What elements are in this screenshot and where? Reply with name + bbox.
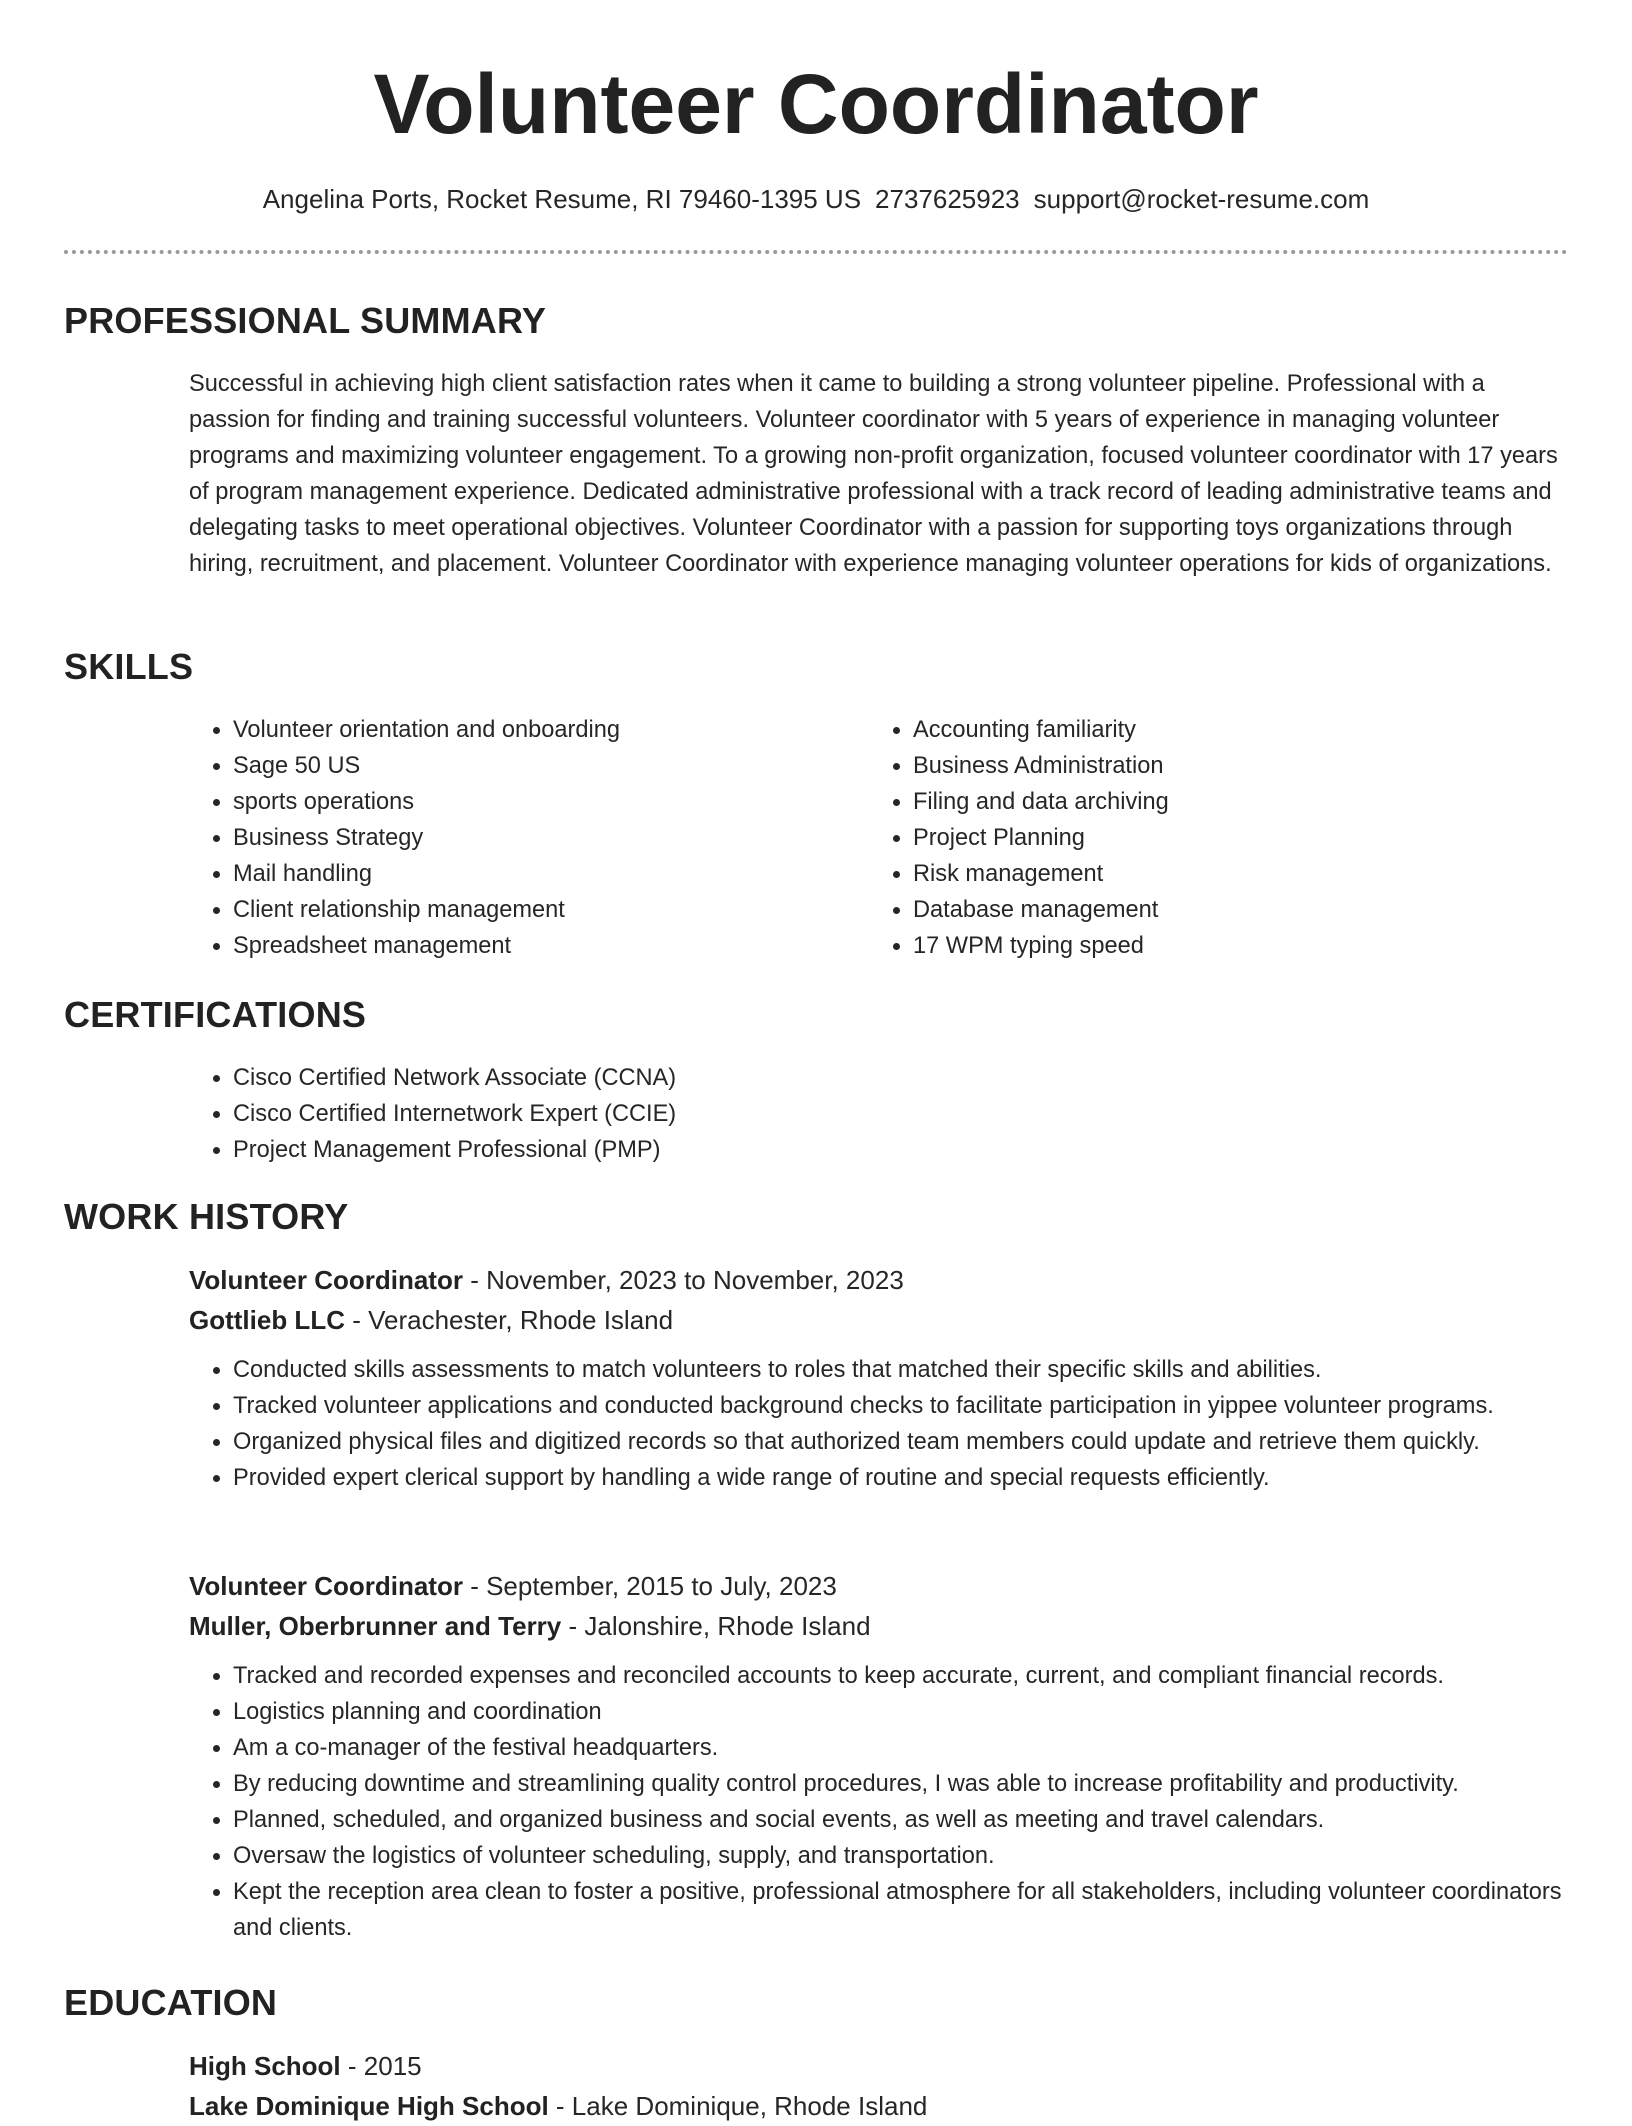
job-title-line <box>189 1566 1569 1606</box>
job-bullet: • Planned, scheduled, and organized business and social events, as well as meeting and travel calendars. <box>233 1802 1569 1838</box>
job-location: - Jalonshire, Rhode Island <box>561 1611 871 1641</box>
job-bullet: • Tracked volunteer applications and conducted background checks to facilitate participation in yippee volunteer programs. <box>233 1388 1569 1424</box>
skill-item: • Mail handling <box>233 856 789 892</box>
job-dates: - September, 2015 to July, 2023 <box>462 1571 837 1601</box>
education-entry <box>189 2046 1569 2126</box>
skill-item: • Volunteer orientation and onboarding <box>233 712 789 748</box>
job-location: - Verachester, Rhode Island <box>344 1305 674 1335</box>
education-location: - Lake Dominique, Rhode Island <box>548 2091 928 2121</box>
skill-item: • Database management <box>913 892 1469 928</box>
skills-heading: SKILLS <box>64 646 194 687</box>
certification-item: • Cisco Certified Network Associate (CCNA) <box>233 1060 1489 1096</box>
skills-right-column <box>869 712 1469 964</box>
summary-heading: PROFESSIONAL SUMMARY <box>64 300 547 341</box>
skills-left-column <box>189 712 789 964</box>
education-heading: EDUCATION <box>64 1982 278 2023</box>
job-bullet: • Am a co-manager of the festival headquarters. <box>233 1730 1569 1766</box>
job-bullet: • Oversaw the logistics of volunteer scheduling, supply, and transportation. <box>233 1838 1569 1874</box>
contact-email: support@rocket-resume.com <box>1033 184 1370 214</box>
job-bullet: • Kept the reception area clean to foster a positive, professional atmosphere for all stakeholders, including volunteer coordinators and clients. <box>233 1874 1569 1946</box>
skill-item: • sports operations <box>233 784 789 820</box>
job-company-line <box>189 1606 1569 1646</box>
certifications-list <box>189 1060 1489 1168</box>
summary-text: Successful in achieving high client satisfaction rates when it came to building a strong volunteer pipeline. Professional with a passion for finding and training successful volunteers. Volunteer coordinator with 5 years of experience in managing volunteer programs and maximizing volunteer engagement. To a growing non-profit organization, focused volunteer coordinator with 17 years of program management experience. Dedicated administrative professional with a track record of leading administrative teams and delegating tasks to meet operational objectives. Volunteer Coordinator with a passion for supporting toys organizations through hiring, recruitment, and placement. Volunteer Coordinator with experience managing volunteer operations for kids of organizations. <box>189 371 1558 577</box>
skill-item: • Spreadsheet management <box>233 928 789 964</box>
skill-item: • Sage 50 US <box>233 748 789 784</box>
skill-item: • Accounting familiarity <box>913 712 1469 748</box>
contact-address: Angelina Ports, Rocket Resume, RI 79460-1395 US <box>262 184 862 214</box>
education-degree: High School <box>189 2051 341 2081</box>
resume-title: Volunteer Coordinator <box>373 57 1259 151</box>
job-bullet: • Organized physical files and digitized records so that authorized team members could update and retrieve them quickly. <box>233 1424 1569 1460</box>
education-school: Lake Dominique High School <box>189 2091 549 2121</box>
contact-line <box>0 182 1632 216</box>
job-bullet: • Provided expert clerical support by handling a wide range of routine and special requests efficiently. <box>233 1460 1569 1496</box>
job-title: Volunteer Coordinator <box>189 1571 463 1601</box>
job-dates: - November, 2023 to November, 2023 <box>462 1265 904 1295</box>
job-bullet: • Tracked and recorded expenses and reconciled accounts to keep accurate, current, and compliant financial records. <box>233 1658 1569 1694</box>
job-title: Volunteer Coordinator <box>189 1265 463 1295</box>
education-school-line <box>189 2086 1569 2126</box>
skill-item: • Business Strategy <box>233 820 789 856</box>
header-divider <box>64 250 1568 254</box>
job-title-line <box>189 1260 1569 1300</box>
certifications-heading: CERTIFICATIONS <box>64 994 367 1035</box>
job-bullets <box>189 1658 1569 1946</box>
skill-item: • 17 WPM typing speed <box>913 928 1469 964</box>
certification-item: • Cisco Certified Internetwork Expert (CCIE) <box>233 1096 1489 1132</box>
skill-item: • Client relationship management <box>233 892 789 928</box>
job-bullet: • By reducing downtime and streamlining quality control procedures, I was able to increase profitability and productivity. <box>233 1766 1569 1802</box>
skills-right-list <box>869 712 1469 964</box>
skills-left-list <box>189 712 789 964</box>
skill-item: • Project Planning <box>913 820 1469 856</box>
education-degree-line <box>189 2046 1569 2086</box>
certifications-block <box>189 1060 1489 1168</box>
job-entry <box>189 1566 1569 1946</box>
job-bullets <box>189 1352 1569 1496</box>
job-company: Gottlieb LLC <box>189 1305 345 1335</box>
job-entry <box>189 1260 1569 1496</box>
job-bullet: • Conducted skills assessments to match volunteers to roles that matched their specific skills and abilities. <box>233 1352 1569 1388</box>
skill-item: • Filing and data archiving <box>913 784 1469 820</box>
education-year: - 2015 <box>340 2051 422 2081</box>
job-company-line <box>189 1300 1569 1340</box>
job-company: Muller, Oberbrunner and Terry <box>189 1611 562 1641</box>
job-bullet: • Logistics planning and coordination <box>233 1694 1569 1730</box>
skill-item: • Business Administration <box>913 748 1469 784</box>
certification-item: • Project Management Professional (PMP) <box>233 1132 1489 1168</box>
contact-phone: 2737625923 <box>875 184 1020 214</box>
skill-item: • Risk management <box>913 856 1469 892</box>
work-history-heading: WORK HISTORY <box>64 1196 349 1237</box>
